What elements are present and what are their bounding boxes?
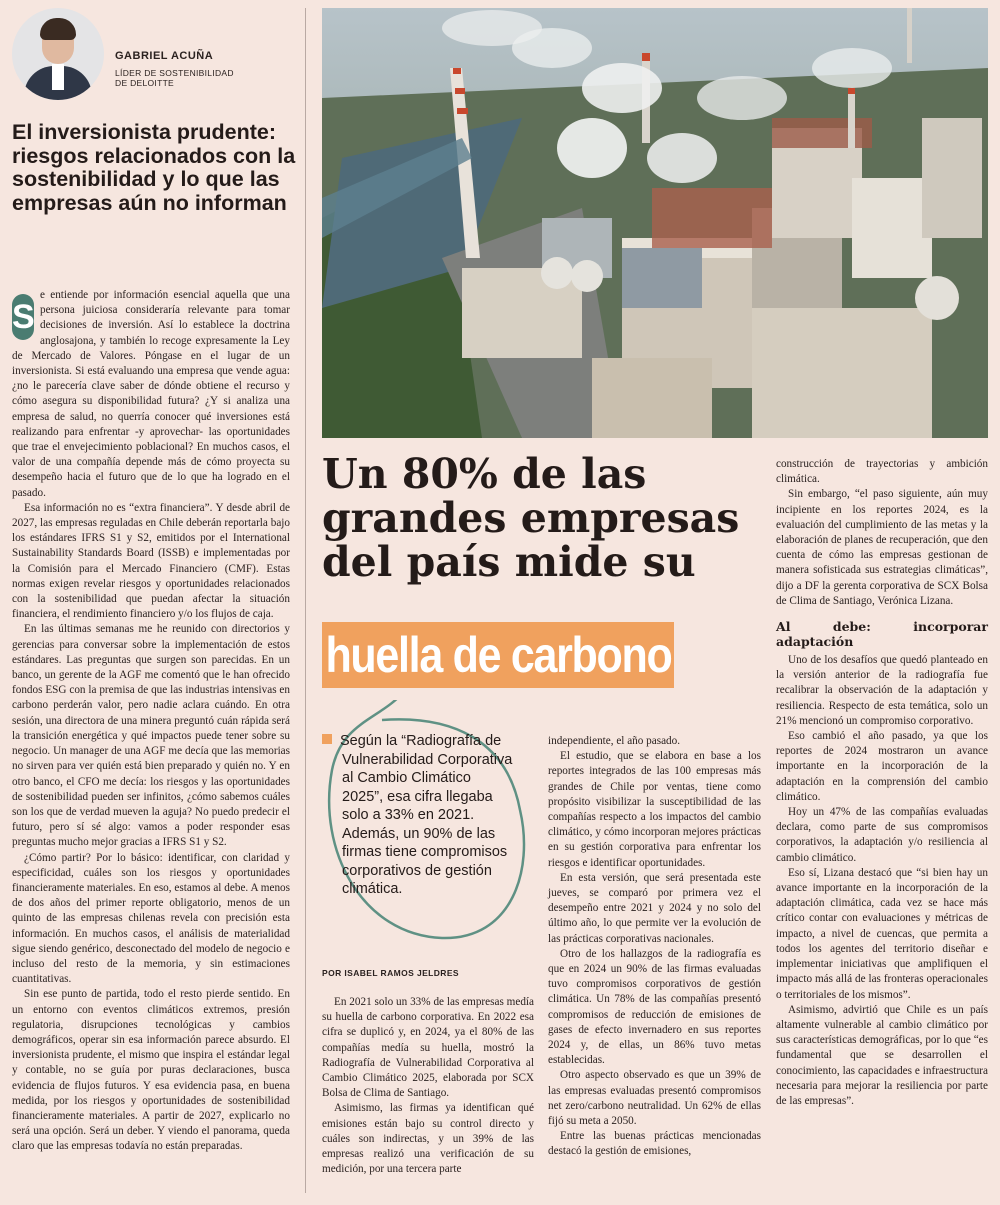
column-divider: [305, 8, 306, 1193]
column-title: El inversionista prudente: riesgos relacionados con la sostenibilidad y lo que las empresas aún no informan: [12, 120, 296, 215]
subheading: Al debe: incorporar adaptación: [776, 619, 988, 650]
column-paragraph: e entiende por información esencial aquella que una persona juiciosa consideraría relevante para tomar decisiones de inversión. Así lo establece la doctrina anglosajona, y también lo recoge expresamente la Ley de Mercado de Valores. Póngase en el lugar de un inversionista. Si está evaluando una empresa que vende agua: ¿no le parecería clave saber de dónde obtiene el recurso y cómo asegura su disponibilidad futura? ¿Y si analiza una empresa de salud, no querría conocer qué inversiones está realizando para enfrentar -y aprovechar- las oportunidades que trae el envejecimiento poblacional? En muchos casos, el valor de una compañía depende más de cómo proyecta su desempeño hacia el futuro que de lo que ha logrado en el pasado.: [12, 289, 290, 499]
article-paragraph: En 2021 solo un 33% de las empresas medía su huella de carbono corporativa. En 2022 esa cifra se duplicó y, en 2024, ya el 80% de las compañías medía su huella, mostró la Radiografía de Vulnerabilidad Corporativa al Cambio Climático 2025, elaborada por SCX Bolsa de Clima de Santiago.: [322, 996, 534, 1100]
author-photo: [12, 8, 104, 100]
column-body: [12, 288, 290, 1155]
callout-box: [322, 732, 514, 899]
article-paragraph: Eso cambió el año pasado, ya que los reportes de 2024 mostraron un avance importante en la incorporación de la adaptación en la comprensión del cambio climático.: [776, 730, 988, 803]
orange-square-icon: [322, 734, 332, 744]
highlight-text: huella de carbono: [325, 627, 672, 683]
article-column-3: [776, 457, 988, 1109]
article-paragraph: Eso sí, Lizana destacó que “si bien hay un avance importante en la incorporación de la adaptación climática, cada vez se hace más crítico contar con evaluaciones y métricas de impacto, a nivel de cuencas, que permita a todos los agentes del territorio diseñar e implementar iniciativas que amplifiquen el impacto más allá de las fronteras operacionales o territoriales de los mismos”.: [776, 866, 988, 1001]
author-block: [12, 8, 302, 103]
article-paragraph: Otro aspecto observado es que un 39% de las empresas evaluadas presentó compromisos net zero/carbono neutralidad. Un 62% de ellas fijó su meta a 2050.: [548, 1069, 761, 1128]
headline-highlight: [322, 622, 674, 688]
column-paragraph: Sin ese punto de partida, todo el resto pierde sentido. En un entorno con eventos climáticos extremos, presión regulatoria, disrupciones tecnológicas y cambios demográficos, operar sin esa información parece absurdo. El inversionista prudente, el mismo que inspira el estándar legal y contable, no se guía por puras declaraciones, busca evidencia de flujos futuros. Y esa evidencia pasa, en buena medida, por los riesgos y oportunidades de sostenibilidad financieramente materiales. A partir de 2027, explicarlo no será una opción. Será un deber. Y viendo el panorama, queda claro que las empresas todavía no están preparadas.: [12, 988, 290, 1153]
article-paragraph: independiente, el año pasado.: [548, 735, 681, 747]
column-paragraph: En las últimas semanas me he reunido con directorios y gerencias para conversar sobre la implementación de estos estándares. Las preguntas que surgen son parecidas. En un banco, un gerente de la AGF me comentó que le han ofrecido fondos ESG con la premisa de que las industrias intensivas en carbono perderán valor, pero nadie aclara cuándo. En otra sesión, una directora de una minera preguntó cuán rápida será la transición energética y qué impactos puede tener sobre su negocio. Un manager de una AGF me decía que las memorias no sirven para ver quién está bien preparado y quién no. Y en otro banco, el CFO me decía: los riesgos y las oportunidades de sostenibilidad pueden ser infinitos, ¿cómo sabemos cuáles son los que de verdad mueven la aguja? No puedo predecir el futuro, pero sí sé algo: vamos a poder responder esas preguntas mucho mejor gracias a IFRS S1 y S2.: [12, 623, 290, 849]
callout-text: Según la “Radiografía de Vulnerabilidad Corporativa al Cambio Climático 2025”, esa cifra llegaba solo a 33% en 2021. Además, un 90% de las firmas tiene compromisos corporativos de gestión climática.: [340, 733, 513, 897]
headline: Un 80% de las grandes empresas del país mide su: [322, 450, 740, 586]
article-paragraph: Hoy un 47% de las compañías evaluadas declara, como parte de sus compromisos corporativos, la adaptación y/o resiliencia al cambio climático.: [776, 806, 988, 864]
industrial-plant-photo: [322, 8, 988, 438]
article-paragraph: El estudio, que se elabora en base a los reportes integrados de las 100 empresas más grandes de Chile por ventas, tiene como propósito visibilizar la susceptibilidad de las compañías respecto a los impactos del cambio climático, y cómo incorporan mejores prácticas en su gestión corporativa para enfrentar los riesgos e identificar oportunidades.: [548, 750, 761, 869]
article-paragraph: Asimismo, advirtió que Chile es un país altamente vulnerable al cambio climático por sus características demográficas, por lo que “es fundamental que se desarrollen el conocimiento, las capacidades e infraestructura necesaria para mejorar la resiliencia por parte de las empresas”.: [776, 1003, 988, 1107]
article-paragraph: construcción de trayectorias y ambición climática.: [776, 458, 988, 486]
author-name: GABRIEL ACUÑA: [115, 50, 214, 62]
article-paragraph: Otro de los hallazgos de la radiografía es que en 2024 un 90% de las firmas evaluadas tuvo compromisos corporativos de gestión climática. Un 78% de las compañías presentó compromisos de reducción de emisiones de gases de efecto invernadero en sus reportes 2024 y, de ellas, un 86% tuvo metas establecidas.: [548, 947, 761, 1067]
byline: POR ISABEL RAMOS JELDRES: [322, 968, 459, 978]
article-column-2: [548, 734, 761, 1160]
author-role: LÍDER DE SOSTENIBILIDAD DE DELOITTE: [115, 68, 234, 88]
article-paragraph: Uno de los desafíos que quedó planteado en la versión anterior de la radiografía fue recalibrar la observación de la adaptación y resiliencia. Respecto de esta temática, solo un 21% mencionó un compromiso corporativo.: [776, 654, 988, 727]
column-paragraph: Esa información no es “extra financiera”. Y desde abril de 2027, las empresas reguladas en Chile deberán reportarla bajo los estándares IFRS S1 y S2, emitidos por el International Sustainability Standards Board (ISSB) e implementadas por la Comisión para el Mercado Financiero (CMF). Estas normas exigen revelar riesgos y oportunidades relacionados con la sostenibilidad que puedan afectar la situación financiera, el rendimiento financiero y/o los flujos de caja.: [12, 501, 290, 621]
article-paragraph: En esta versión, que será presentada este jueves, se comparó por primera vez el desempeño entre 2021 y 2024 y no solo del último año, lo que permite ver la evolución de las prácticas corporativas nacionales.: [548, 871, 761, 945]
drop-cap: S: [12, 294, 34, 340]
article-column-1: [322, 995, 534, 1177]
article-paragraph: Entre las buenas prácticas mencionadas destacó la gestión de emisiones,: [548, 1130, 761, 1158]
article-paragraph: Asimismo, las firmas ya identifican qué emisiones están bajo su control directo y cuáles son indirectas, y un 39% de las empresas realizó una verificación de su medición, por una tercera parte: [322, 1102, 534, 1176]
column-paragraph: ¿Cómo partir? Por lo básico: identificar, con claridad y especificidad, cuáles son los riesgos y oportunidades financieramente materiales. En eso, estamos al debe. A menos de dos años del primer reporte obligatorio, menos de un quinto de las empresas chilenas revela con precisión esta información. En muchos casos, el análisis de materialidad sigue siendo genérico, desconectado del modelo de negocio e incluso del resto de la memoria, y sin estimaciones cuantitativas.: [12, 851, 290, 986]
article-paragraph: Sin embargo, “el paso siguiente, aún muy incipiente en los reportes 2024, es la evaluación del cumplimiento de las metas y la elaboración de planes de recuperación, que den cuenta de cómo las empresas gestionan de manera sofisticada sus estrategias climáticas”, dijo a DF la gerenta corporativa de SCX Bolsa de Clima de Santiago, Verónica Lizana.: [776, 488, 988, 607]
